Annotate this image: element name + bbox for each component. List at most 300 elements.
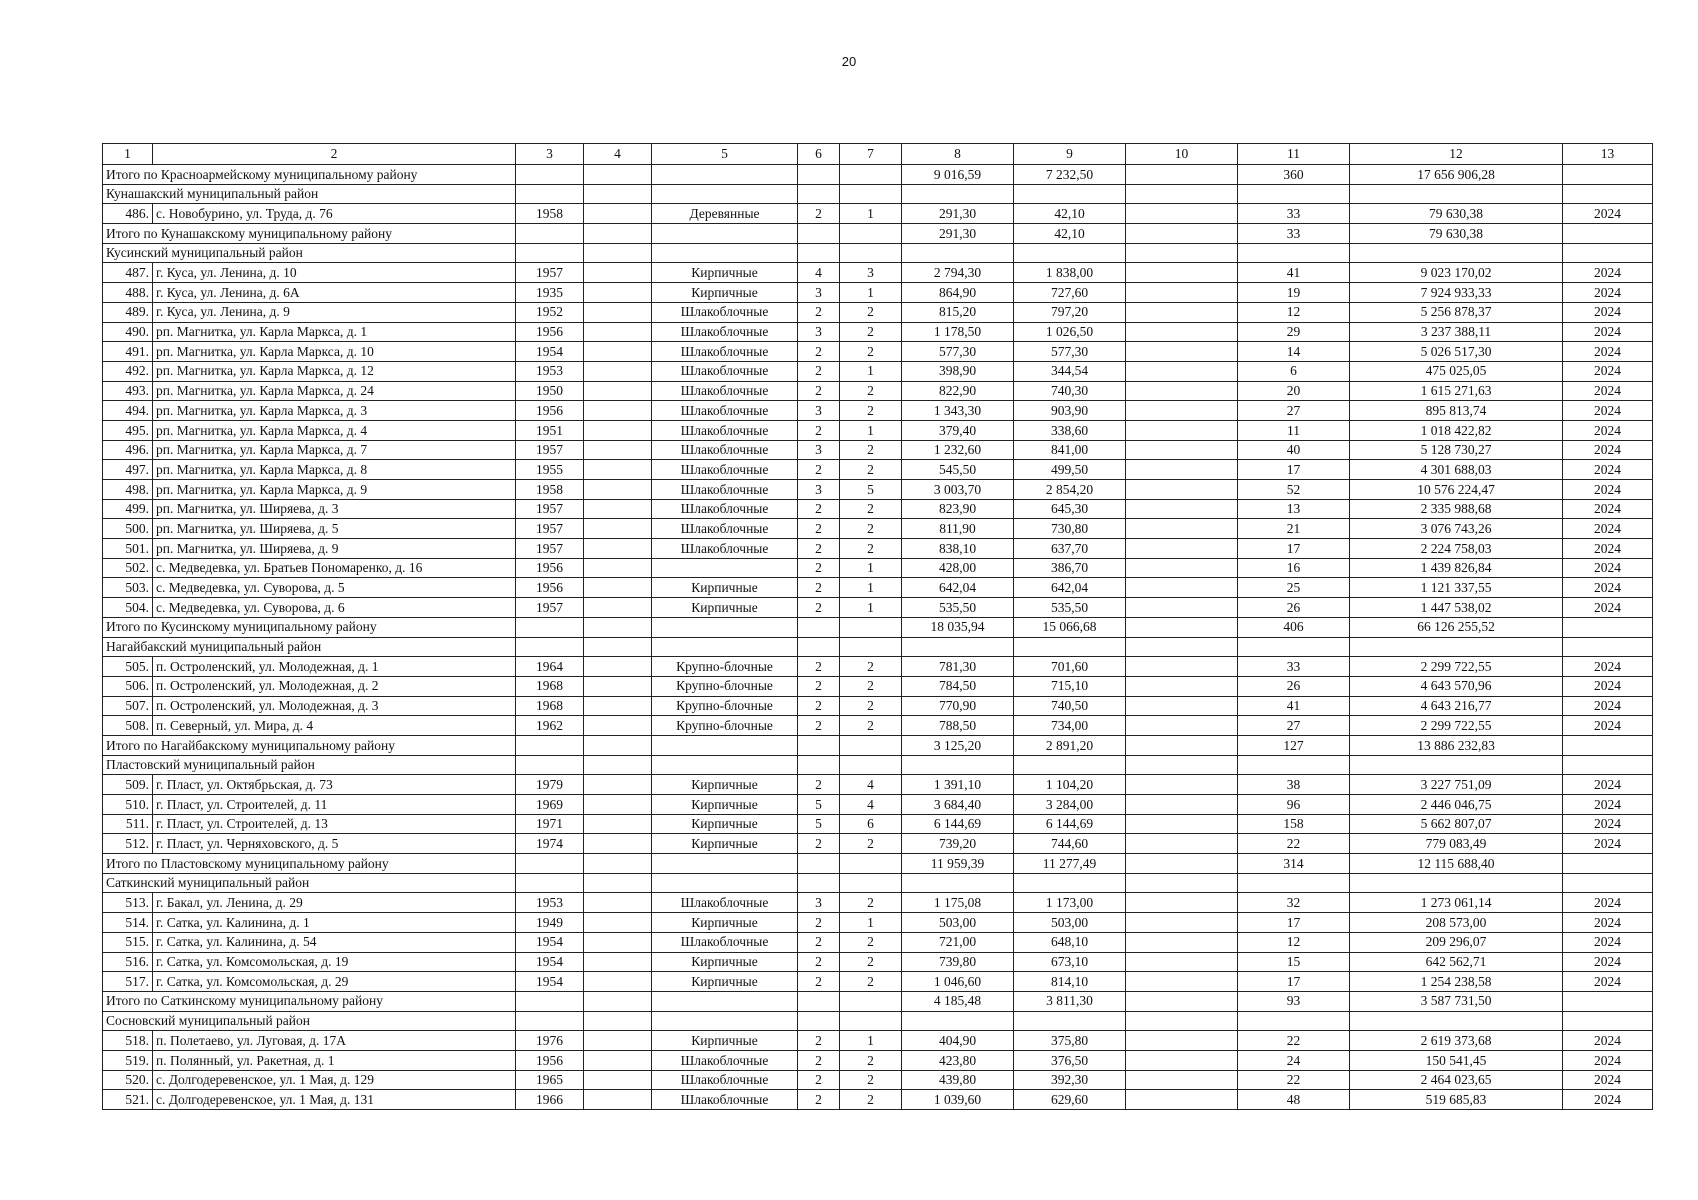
cost-cell: 7 924 933,33 (1350, 283, 1563, 303)
total-area: 3 125,20 (902, 735, 1014, 755)
empty-cell (1126, 243, 1238, 263)
page-number: 20 (841, 54, 857, 69)
table-row (103, 480, 1653, 500)
empty-cell (1126, 617, 1238, 637)
year-planned-cell: 2024 (1563, 381, 1653, 401)
year-planned-cell: 2024 (1563, 598, 1653, 618)
residents-cell: 13 (1238, 499, 1350, 519)
empty-cell (1238, 755, 1350, 775)
total-area-cell: 2 794,30 (902, 263, 1014, 283)
entrances-cell: 2 (840, 972, 902, 992)
table-row (103, 440, 1653, 460)
residents-cell: 17 (1238, 460, 1350, 480)
year-cell: 1949 (516, 913, 584, 933)
empty-cell (840, 243, 902, 263)
empty-cell (516, 184, 584, 204)
entrances-cell: 1 (840, 578, 902, 598)
row-number: 507. (103, 696, 153, 716)
row-number: 489. (103, 302, 153, 322)
total-area-cell: 1 039,60 (902, 1090, 1014, 1110)
col4-cell (584, 519, 652, 539)
residents-cell: 19 (1238, 283, 1350, 303)
wall-material-cell: Кирпичные (652, 775, 798, 795)
col4-cell (584, 322, 652, 342)
total-residents: 314 (1238, 854, 1350, 874)
residents-cell: 15 (1238, 952, 1350, 972)
floors-cell: 2 (798, 204, 840, 224)
wall-material-cell: Шлакоблочные (652, 440, 798, 460)
year-planned-cell: 2024 (1563, 932, 1653, 952)
residents-cell: 48 (1238, 1090, 1350, 1110)
total-label: Итого по Кунашакскому муниципальному району (103, 224, 516, 244)
living-area-cell: 645,30 (1014, 499, 1126, 519)
wall-material-cell: Кирпичные (652, 834, 798, 854)
cost-cell: 1 273 061,14 (1350, 893, 1563, 913)
total-area-cell: 1 178,50 (902, 322, 1014, 342)
col10-cell (1126, 1070, 1238, 1090)
year-cell: 1958 (516, 204, 584, 224)
column-number-5: 5 (652, 144, 798, 165)
district-total-row (103, 735, 1653, 755)
table-row (103, 361, 1653, 381)
empty-cell (652, 1011, 798, 1031)
entrances-cell: 2 (840, 676, 902, 696)
residents-cell: 25 (1238, 578, 1350, 598)
floors-cell: 2 (798, 952, 840, 972)
year-cell: 1969 (516, 795, 584, 815)
wall-material-cell: Шлакоблочные (652, 1090, 798, 1110)
cost-cell: 1 615 271,63 (1350, 381, 1563, 401)
address-cell: рп. Магнитка, ул. Карла Маркса, д. 12 (153, 361, 516, 381)
address-cell: п. Северный, ул. Мира, д. 4 (153, 716, 516, 736)
residents-cell: 41 (1238, 263, 1350, 283)
year-planned-cell: 2024 (1563, 460, 1653, 480)
cost-cell: 519 685,83 (1350, 1090, 1563, 1110)
empty-cell (902, 243, 1014, 263)
year-cell: 1957 (516, 440, 584, 460)
entrances-cell: 6 (840, 814, 902, 834)
address-cell: г. Куса, ул. Ленина, д. 10 (153, 263, 516, 283)
empty-cell (516, 165, 584, 185)
entrances-cell: 1 (840, 204, 902, 224)
district-header-row (103, 873, 1653, 893)
total-residents: 127 (1238, 735, 1350, 755)
cost-cell: 3 076 743,26 (1350, 519, 1563, 539)
entrances-cell: 2 (840, 302, 902, 322)
total-area: 11 959,39 (902, 854, 1014, 874)
living-area-cell: 499,50 (1014, 460, 1126, 480)
empty-cell (1238, 873, 1350, 893)
living-area-cell: 1 173,00 (1014, 893, 1126, 913)
living-area-cell: 577,30 (1014, 342, 1126, 362)
address-cell: с. Медведевка, ул. Суворова, д. 6 (153, 598, 516, 618)
year-cell: 1955 (516, 460, 584, 480)
table-row (103, 913, 1653, 933)
empty-cell (798, 165, 840, 185)
living-area-cell: 344,54 (1014, 361, 1126, 381)
living-area-cell: 648,10 (1014, 932, 1126, 952)
living-area-cell: 642,04 (1014, 578, 1126, 598)
wall-material-cell: Шлакоблочные (652, 539, 798, 559)
empty-cell (1126, 755, 1238, 775)
empty-cell (1126, 735, 1238, 755)
col10-cell (1126, 972, 1238, 992)
address-cell: п. Остроленский, ул. Молодежная, д. 2 (153, 676, 516, 696)
total-area-cell: 3 684,40 (902, 795, 1014, 815)
living-area-cell: 730,80 (1014, 519, 1126, 539)
empty-cell (1563, 617, 1653, 637)
empty-cell (840, 854, 902, 874)
cost-cell: 209 296,07 (1350, 932, 1563, 952)
empty-cell (516, 224, 584, 244)
address-cell: п. Остроленский, ул. Молодежная, д. 3 (153, 696, 516, 716)
col4-cell (584, 440, 652, 460)
col4-cell (584, 361, 652, 381)
total-cost: 3 587 731,50 (1350, 991, 1563, 1011)
table-row (103, 460, 1653, 480)
row-number: 488. (103, 283, 153, 303)
empty-cell (840, 735, 902, 755)
col4-cell (584, 952, 652, 972)
floors-cell: 4 (798, 263, 840, 283)
table-row (103, 795, 1653, 815)
entrances-cell: 1 (840, 361, 902, 381)
year-planned-cell: 2024 (1563, 893, 1653, 913)
year-planned-cell: 2024 (1563, 322, 1653, 342)
total-label: Итого по Красноармейскому муниципальному району (103, 165, 516, 185)
cost-cell: 2 224 758,03 (1350, 539, 1563, 559)
year-planned-cell: 2024 (1563, 1031, 1653, 1051)
table-row (103, 420, 1653, 440)
col10-cell (1126, 696, 1238, 716)
district-header-row (103, 1011, 1653, 1031)
empty-cell (516, 755, 584, 775)
cost-cell: 5 662 807,07 (1350, 814, 1563, 834)
row-number: 506. (103, 676, 153, 696)
floors-cell: 2 (798, 519, 840, 539)
cost-cell: 1 447 538,02 (1350, 598, 1563, 618)
entrances-cell: 2 (840, 539, 902, 559)
cost-cell: 4 643 570,96 (1350, 676, 1563, 696)
total-living-area: 7 232,50 (1014, 165, 1126, 185)
wall-material-cell: Шлакоблочные (652, 1070, 798, 1090)
floors-cell: 2 (798, 775, 840, 795)
row-number: 492. (103, 361, 153, 381)
entrances-cell: 2 (840, 401, 902, 421)
col4-cell (584, 814, 652, 834)
year-planned-cell: 2024 (1563, 676, 1653, 696)
cost-cell: 3 227 751,09 (1350, 775, 1563, 795)
living-area-cell: 1 838,00 (1014, 263, 1126, 283)
living-area-cell: 1 026,50 (1014, 322, 1126, 342)
row-number: 518. (103, 1031, 153, 1051)
empty-cell (516, 1011, 584, 1031)
wall-material-cell: Крупно-блочные (652, 657, 798, 677)
total-residents: 33 (1238, 224, 1350, 244)
empty-cell (1126, 991, 1238, 1011)
empty-cell (840, 755, 902, 775)
living-area-cell: 338,60 (1014, 420, 1126, 440)
col10-cell (1126, 519, 1238, 539)
year-planned-cell: 2024 (1563, 834, 1653, 854)
entrances-cell: 2 (840, 440, 902, 460)
total-area-cell: 1 391,10 (902, 775, 1014, 795)
empty-cell (1238, 243, 1350, 263)
address-cell: г. Пласт, ул. Строителей, д. 13 (153, 814, 516, 834)
address-cell: г. Бакал, ул. Ленина, д. 29 (153, 893, 516, 913)
total-living-area: 2 891,20 (1014, 735, 1126, 755)
row-number: 496. (103, 440, 153, 460)
empty-cell (1238, 637, 1350, 657)
row-number: 519. (103, 1050, 153, 1070)
living-area-cell: 3 284,00 (1014, 795, 1126, 815)
row-number: 508. (103, 716, 153, 736)
entrances-cell: 2 (840, 342, 902, 362)
cost-cell: 79 630,38 (1350, 204, 1563, 224)
col10-cell (1126, 1050, 1238, 1070)
floors-cell: 2 (798, 539, 840, 559)
year-cell: 1957 (516, 499, 584, 519)
year-cell: 1958 (516, 480, 584, 500)
floors-cell: 2 (798, 716, 840, 736)
wall-material-cell: Кирпичные (652, 263, 798, 283)
wall-material-cell (652, 558, 798, 578)
col4-cell (584, 1050, 652, 1070)
wall-material-cell: Кирпичные (652, 795, 798, 815)
col10-cell (1126, 716, 1238, 736)
empty-cell (652, 735, 798, 755)
year-cell: 1953 (516, 361, 584, 381)
empty-cell (584, 224, 652, 244)
table-row (103, 342, 1653, 362)
col10-cell (1126, 1090, 1238, 1110)
wall-material-cell: Шлакоблочные (652, 480, 798, 500)
col10-cell (1126, 676, 1238, 696)
col10-cell (1126, 302, 1238, 322)
living-area-cell: 740,50 (1014, 696, 1126, 716)
district-name: Сосновский муниципальный район (103, 1011, 516, 1031)
empty-cell (1126, 165, 1238, 185)
address-cell: с. Медведевка, ул. Братьев Пономаренко, д. 16 (153, 558, 516, 578)
empty-cell (840, 1011, 902, 1031)
column-number-6: 6 (798, 144, 840, 165)
year-planned-cell: 2024 (1563, 480, 1653, 500)
wall-material-cell: Кирпичные (652, 578, 798, 598)
empty-cell (902, 873, 1014, 893)
floors-cell: 2 (798, 932, 840, 952)
empty-cell (652, 854, 798, 874)
empty-cell (516, 991, 584, 1011)
floors-cell: 3 (798, 401, 840, 421)
cost-cell: 1 121 337,55 (1350, 578, 1563, 598)
entrances-cell: 2 (840, 1090, 902, 1110)
empty-cell (840, 873, 902, 893)
col4-cell (584, 834, 652, 854)
year-planned-cell: 2024 (1563, 342, 1653, 362)
col10-cell (1126, 775, 1238, 795)
residents-cell: 6 (1238, 361, 1350, 381)
empty-cell (840, 637, 902, 657)
year-cell: 1956 (516, 578, 584, 598)
living-area-cell: 637,70 (1014, 539, 1126, 559)
column-number-4: 4 (584, 144, 652, 165)
floors-cell: 2 (798, 913, 840, 933)
total-area-cell: 781,30 (902, 657, 1014, 677)
col10-cell (1126, 558, 1238, 578)
total-area-cell: 428,00 (902, 558, 1014, 578)
floors-cell: 2 (798, 499, 840, 519)
table-row (103, 696, 1653, 716)
cost-cell: 208 573,00 (1350, 913, 1563, 933)
floors-cell: 3 (798, 893, 840, 913)
table-row (103, 204, 1653, 224)
address-cell: с. Новобурино, ул. Труда, д. 76 (153, 204, 516, 224)
floors-cell: 2 (798, 1050, 840, 1070)
empty-cell (1563, 165, 1653, 185)
table-row (103, 499, 1653, 519)
col10-cell (1126, 322, 1238, 342)
col10-cell (1126, 952, 1238, 972)
empty-cell (516, 854, 584, 874)
empty-cell (1014, 184, 1126, 204)
living-area-cell: 744,60 (1014, 834, 1126, 854)
entrances-cell: 2 (840, 499, 902, 519)
residents-cell: 17 (1238, 972, 1350, 992)
col10-cell (1126, 480, 1238, 500)
col10-cell (1126, 598, 1238, 618)
empty-cell (652, 165, 798, 185)
floors-cell: 3 (798, 322, 840, 342)
address-cell: г. Сатка, ул. Калинина, д. 54 (153, 932, 516, 952)
empty-cell (1350, 755, 1563, 775)
residents-cell: 12 (1238, 932, 1350, 952)
total-area: 18 035,94 (902, 617, 1014, 637)
empty-cell (1563, 224, 1653, 244)
floors-cell: 2 (798, 381, 840, 401)
table-row (103, 775, 1653, 795)
empty-cell (798, 243, 840, 263)
year-planned-cell: 2024 (1563, 696, 1653, 716)
year-planned-cell: 2024 (1563, 775, 1653, 795)
col4-cell (584, 775, 652, 795)
district-total-row (103, 854, 1653, 874)
living-area-cell: 734,00 (1014, 716, 1126, 736)
empty-cell (1126, 1011, 1238, 1031)
col4-cell (584, 716, 652, 736)
total-area-cell: 721,00 (902, 932, 1014, 952)
table-row (103, 676, 1653, 696)
district-header-row (103, 243, 1653, 263)
year-cell: 1956 (516, 401, 584, 421)
total-area-cell: 1 343,30 (902, 401, 1014, 421)
cost-cell: 10 576 224,47 (1350, 480, 1563, 500)
row-number: 520. (103, 1070, 153, 1090)
col4-cell (584, 480, 652, 500)
total-living-area: 42,10 (1014, 224, 1126, 244)
year-cell: 1956 (516, 1050, 584, 1070)
district-total-row (103, 991, 1653, 1011)
residents-cell: 16 (1238, 558, 1350, 578)
year-planned-cell: 2024 (1563, 401, 1653, 421)
residents-cell: 27 (1238, 716, 1350, 736)
empty-cell (652, 184, 798, 204)
empty-cell (798, 184, 840, 204)
empty-cell (840, 184, 902, 204)
year-cell: 1957 (516, 263, 584, 283)
empty-cell (584, 637, 652, 657)
table-row (103, 322, 1653, 342)
cost-cell: 2 299 722,55 (1350, 716, 1563, 736)
year-planned-cell: 2024 (1563, 440, 1653, 460)
empty-cell (652, 243, 798, 263)
residents-cell: 52 (1238, 480, 1350, 500)
year-planned-cell: 2024 (1563, 499, 1653, 519)
column-number-row (103, 144, 1653, 165)
year-cell: 1954 (516, 972, 584, 992)
col10-cell (1126, 814, 1238, 834)
year-planned-cell: 2024 (1563, 1070, 1653, 1090)
year-planned-cell: 2024 (1563, 972, 1653, 992)
wall-material-cell: Кирпичные (652, 814, 798, 834)
living-area-cell: 841,00 (1014, 440, 1126, 460)
residents-cell: 29 (1238, 322, 1350, 342)
table-row (103, 893, 1653, 913)
entrances-cell: 2 (840, 657, 902, 677)
cost-cell: 779 083,49 (1350, 834, 1563, 854)
empty-cell (584, 991, 652, 1011)
table-row (103, 716, 1653, 736)
wall-material-cell: Кирпичные (652, 952, 798, 972)
total-area-cell: 739,20 (902, 834, 1014, 854)
residents-cell: 41 (1238, 696, 1350, 716)
empty-cell (1563, 735, 1653, 755)
col10-cell (1126, 795, 1238, 815)
row-number: 510. (103, 795, 153, 815)
row-number: 515. (103, 932, 153, 952)
residents-cell: 40 (1238, 440, 1350, 460)
address-cell: с. Долгодеревенское, ул. 1 Мая, д. 131 (153, 1090, 516, 1110)
table-row (103, 657, 1653, 677)
wall-material-cell: Кирпичные (652, 1031, 798, 1051)
row-number: 495. (103, 420, 153, 440)
col10-cell (1126, 420, 1238, 440)
wall-material-cell: Шлакоблочные (652, 361, 798, 381)
year-cell: 1954 (516, 952, 584, 972)
empty-cell (1350, 184, 1563, 204)
table-row (103, 302, 1653, 322)
entrances-cell: 1 (840, 913, 902, 933)
table-row (103, 1031, 1653, 1051)
total-area-cell: 823,90 (902, 499, 1014, 519)
residents-cell: 22 (1238, 1070, 1350, 1090)
address-cell: рп. Магнитка, ул. Карла Маркса, д. 24 (153, 381, 516, 401)
col4-cell (584, 696, 652, 716)
address-cell: рп. Магнитка, ул. Карла Маркса, д. 4 (153, 420, 516, 440)
living-area-cell: 376,50 (1014, 1050, 1126, 1070)
residents-cell: 14 (1238, 342, 1350, 362)
year-planned-cell: 2024 (1563, 263, 1653, 283)
empty-cell (1238, 1011, 1350, 1031)
floors-cell: 2 (798, 834, 840, 854)
col10-cell (1126, 1031, 1238, 1051)
total-area-cell: 545,50 (902, 460, 1014, 480)
col10-cell (1126, 657, 1238, 677)
empty-cell (902, 184, 1014, 204)
table-row (103, 814, 1653, 834)
row-number: 499. (103, 499, 153, 519)
address-cell: п. Остроленский, ул. Молодежная, д. 1 (153, 657, 516, 677)
year-planned-cell: 2024 (1563, 952, 1653, 972)
